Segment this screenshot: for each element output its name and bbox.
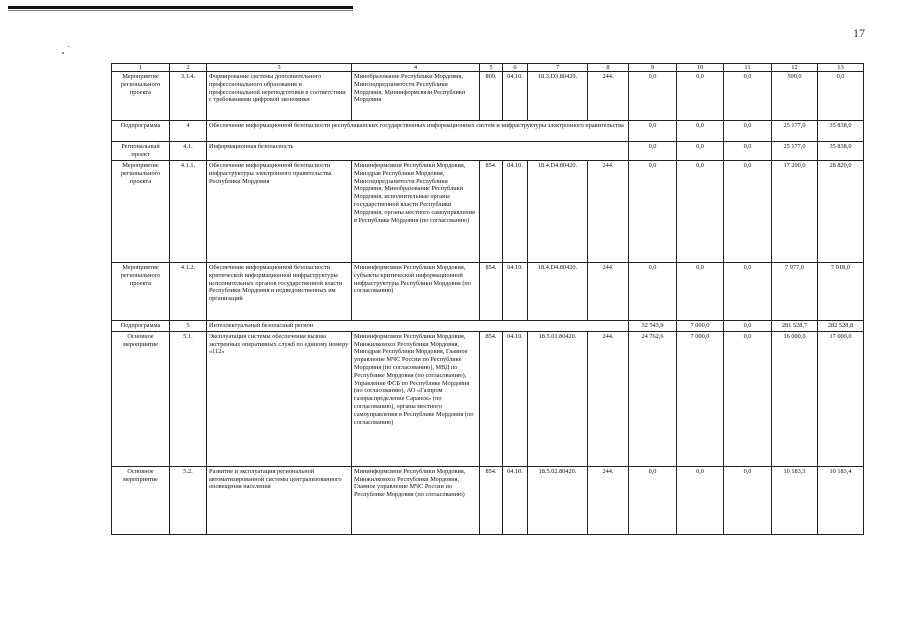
table-row xyxy=(112,161,864,263)
row-grbs: 809. xyxy=(480,72,503,121)
row-executor: Мининформсвязи Республики Мордовия, Минжилкомхоз Республики Мордовия, Главное управление МЧС России по Республике Мордовия (по согласованию) xyxy=(352,466,480,534)
table-row xyxy=(112,72,864,121)
row-csr: 18.4.D4.80420. xyxy=(528,161,588,263)
row-value-11: 0,0 xyxy=(724,321,772,332)
row-value-12: 10 183,3 xyxy=(772,466,818,534)
row-value-13: 35 838,0 xyxy=(818,142,864,161)
row-grbs: 854. xyxy=(480,263,503,321)
row-value-11: 0,0 xyxy=(724,466,772,534)
row-name: Развитие и эксплуатация региональной автоматизированной системы централизованного оповещения населения xyxy=(207,466,352,534)
row-csr: 18.5.02.80420. xyxy=(528,466,588,534)
row-value-11: 0,0 xyxy=(724,331,772,466)
row-value-9: 0,0 xyxy=(629,263,677,321)
row-value-9: 0,0 xyxy=(629,72,677,121)
top-border-line-thin xyxy=(8,10,353,11)
row-value-11: 0,0 xyxy=(724,142,772,161)
row-value-13: 28 820,0 xyxy=(818,161,864,263)
row-value-9: 32 543,9 xyxy=(629,321,677,332)
row-value-11: 0,0 xyxy=(724,72,772,121)
row-name: Обеспечение информационной безопасности республиканских государственных информационных систем и инфраструктуры электронного правительства xyxy=(207,121,629,142)
row-number: 5 xyxy=(170,321,207,332)
row-value-9: 0,0 xyxy=(629,121,677,142)
row-value-9: 0,0 xyxy=(629,161,677,263)
row-number: 4 xyxy=(170,121,207,142)
row-value-12: 7 977,0 xyxy=(772,263,818,321)
header-cell: 3 xyxy=(207,64,352,72)
row-type: Основное мероприятие xyxy=(112,466,170,534)
header-cell: 12 xyxy=(772,64,818,72)
row-rzpr: 04.10. xyxy=(503,263,528,321)
row-value-11: 0,0 xyxy=(724,161,772,263)
row-name: Формирование системы дополнительного профессионального образования и профессиональной переподготовки в соответствии с требованиями цифровой экономики xyxy=(207,72,352,121)
row-value-12: 25 177,0 xyxy=(772,121,818,142)
page-number: 17 xyxy=(853,26,865,40)
row-type: Подпрограмма xyxy=(112,121,170,142)
table-row xyxy=(112,331,864,466)
row-value-12: 281 528,7 xyxy=(772,321,818,332)
row-type: Основное мероприятие xyxy=(112,331,170,466)
table-row xyxy=(112,142,864,161)
header-cell: 5 xyxy=(480,64,503,72)
table-row xyxy=(112,121,864,142)
row-number: 4.1. xyxy=(170,142,207,161)
row-value-13: 282 528,8 xyxy=(818,321,864,332)
row-value-12: 25 177,0 xyxy=(772,142,818,161)
row-name: Обеспечение информационной безопасности критической информационной инфраструктуры исполнительных органов государственной власти Республики Мордовия и подведомственных им организаций xyxy=(207,263,352,321)
row-number: 5.2. xyxy=(170,466,207,534)
row-type: Подпрограмма xyxy=(112,321,170,332)
row-name: Эксплуатация системы обеспечения вызова экстренных оперативных служб по единому номеру «112» xyxy=(207,331,352,466)
row-name: Обеспечение информационной безопасности инфраструктуры электронного правительства Республики Мордовия xyxy=(207,161,352,263)
row-value-11: 0,0 xyxy=(724,121,772,142)
row-value-12: 500,0 xyxy=(772,72,818,121)
row-value-10: 7 000,0 xyxy=(677,331,724,466)
row-vr: 244. xyxy=(588,466,629,534)
header-cell: 8 xyxy=(588,64,629,72)
row-csr: 18.5.01.80420. xyxy=(528,331,588,466)
table-row xyxy=(112,263,864,321)
row-value-12: 17 200,0 xyxy=(772,161,818,263)
row-value-10: 7 000,0 xyxy=(677,321,724,332)
scan-speck xyxy=(62,52,64,54)
row-rzpr: 04.10. xyxy=(503,331,528,466)
row-rzpr: 04.10. xyxy=(503,72,528,121)
row-value-10: 0,0 xyxy=(677,161,724,263)
row-value-10: 0,0 xyxy=(677,263,724,321)
table-row xyxy=(112,321,864,332)
row-csr: 18.4.D4.80420. xyxy=(528,263,588,321)
row-executor: Мининформсвязи Республики Мордовия, Минздрав Республики Мордовия, Минсоцпредзанятости Республики Мордовия, Минобразование Республики Мордовия, исполнительные органы государственной власти Республики Мордовия, органы местного самоуправления в Республике Мордовия (по согласованию) xyxy=(352,161,480,263)
row-executor: Мининформсвязи Республики Мордовия, Минжилкомхоз Республики Мордовия, Минздрав Республики Мордовия, Главное управление МЧС России по Республике Мордовия (по согласованию), МВД по Республике Мордовия (по согласованию), Управление ФСБ по Республике Мордовия (по согласованию), АО «Газпром газораспределение Саранск» (по согласованию), органы местного самоуправления в Республике Мордовия (по согласованию) xyxy=(352,331,480,466)
row-rzpr: 04.10. xyxy=(503,466,528,534)
row-value-10: 0,0 xyxy=(677,121,724,142)
row-value-13: 35 838,0 xyxy=(818,121,864,142)
row-rzpr: 04.10. xyxy=(503,161,528,263)
row-value-10: 0,0 xyxy=(677,466,724,534)
header-cell: 1 xyxy=(112,64,170,72)
row-number: 3.1.4. xyxy=(170,72,207,121)
row-value-10: 0,0 xyxy=(677,142,724,161)
row-csr: 18.3.D3.80420. xyxy=(528,72,588,121)
row-vr: 244. xyxy=(588,72,629,121)
row-name: Информационная безопасность xyxy=(207,142,629,161)
top-border-line xyxy=(8,6,353,9)
row-vr: 244. xyxy=(588,331,629,466)
row-number: 4.1.2. xyxy=(170,263,207,321)
scan-speck xyxy=(68,46,69,47)
header-cell: 2 xyxy=(170,64,207,72)
row-grbs: 854. xyxy=(480,161,503,263)
header-cell: 13 xyxy=(818,64,864,72)
budget-table xyxy=(111,63,864,535)
row-value-13: 7 018,0 xyxy=(818,263,864,321)
row-value-10: 0,0 xyxy=(677,72,724,121)
row-grbs: 854. xyxy=(480,331,503,466)
row-value-13: 10 183,4 xyxy=(818,466,864,534)
row-value-11: 0,0 xyxy=(724,263,772,321)
row-value-13: 17 000,0 xyxy=(818,331,864,466)
row-name: Интеллектуальный безопасный регион xyxy=(207,321,629,332)
row-number: 5.1. xyxy=(170,331,207,466)
row-value-9: 0,0 xyxy=(629,142,677,161)
row-vr: 244. xyxy=(588,263,629,321)
row-value-9: 24 762,6 xyxy=(629,331,677,466)
row-grbs: 854. xyxy=(480,466,503,534)
row-type: Региональный проект xyxy=(112,142,170,161)
row-executor: Мининформсвязи Республики Мордовия, субъекты критической информационной инфраструктуры Республики Мордовия (по согласованию) xyxy=(352,263,480,321)
header-cell: 6 xyxy=(503,64,528,72)
header-cell: 9 xyxy=(629,64,677,72)
row-executor: Минобразование Республики Мордовия, Минсоцпредзанятости Республики Мордовия, Мининформсвязи Республики Мордовия xyxy=(352,72,480,121)
header-row xyxy=(112,64,864,72)
header-cell: 11 xyxy=(724,64,772,72)
row-value-9: 0,0 xyxy=(629,466,677,534)
header-cell: 7 xyxy=(528,64,588,72)
table-row xyxy=(112,466,864,534)
row-type: Мероприятие регионального проекта xyxy=(112,161,170,263)
row-type: Мероприятие регионального проекта xyxy=(112,72,170,121)
row-value-13: 0,0 xyxy=(818,72,864,121)
row-number: 4.1.1. xyxy=(170,161,207,263)
row-type: Мероприятие регионального проекта xyxy=(112,263,170,321)
row-value-12: 16 000,0 xyxy=(772,331,818,466)
header-cell: 4 xyxy=(352,64,480,72)
row-vr: 244. xyxy=(588,161,629,263)
header-cell: 10 xyxy=(677,64,724,72)
